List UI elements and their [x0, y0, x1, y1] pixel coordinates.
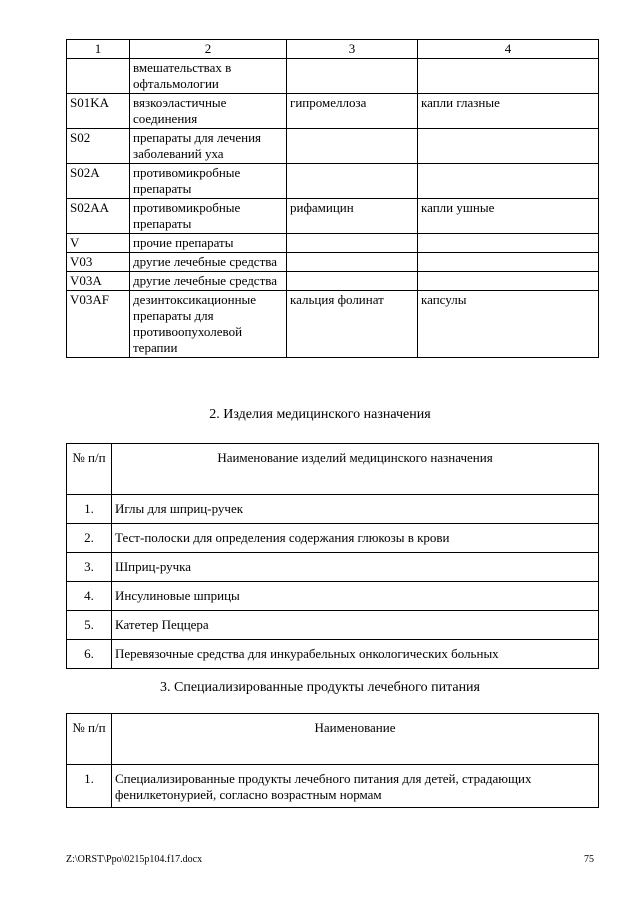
row-number: 6. [67, 640, 112, 669]
table-row [67, 553, 599, 582]
atc-code-cell: V03AF [67, 291, 130, 358]
dosage-form-cell [418, 59, 599, 94]
group-name-cell: прочие препараты [130, 234, 287, 253]
column-header-number: № п/п [67, 714, 112, 765]
dosage-form-cell: капли глазные [418, 94, 599, 129]
section-title-nutrition-products: 3. Специализированные продукты лечебного питания [160, 680, 480, 695]
table-header-row [67, 444, 599, 495]
table-row [67, 253, 599, 272]
table-row [67, 524, 599, 553]
dosage-form-cell [418, 272, 599, 291]
row-number: 4. [67, 582, 112, 611]
row-number: 1. [67, 765, 112, 808]
row-name: Тест-полоски для определения содержания глюкозы в крови [112, 524, 599, 553]
drug-name-cell: кальция фолинат [287, 291, 418, 358]
row-number: 1. [67, 495, 112, 524]
group-name-cell: вмешательствах в офтальмологии [130, 59, 287, 94]
drug-name-cell: рифамицин [287, 199, 418, 234]
group-name-cell: препараты для лечения заболеваний уха [130, 129, 287, 164]
header-cell: 4 [418, 40, 599, 59]
header-cell: 2 [130, 40, 287, 59]
table-row [67, 291, 599, 358]
drug-name-cell [287, 234, 418, 253]
page-number: 75 [584, 854, 594, 865]
table-header-row [67, 714, 599, 765]
drug-name-cell [287, 59, 418, 94]
atc-code-cell: S02AA [67, 199, 130, 234]
row-name: Иглы для шприц-ручек [112, 495, 599, 524]
drug-name-cell: гипромеллоза [287, 94, 418, 129]
group-name-cell: другие лечебные средства [130, 253, 287, 272]
atc-code-cell: S02 [67, 129, 130, 164]
table-row [67, 234, 599, 253]
table-row [67, 199, 599, 234]
header-cell: 1 [67, 40, 130, 59]
dosage-form-cell: капсулы [418, 291, 599, 358]
dosage-form-cell [418, 164, 599, 199]
column-header-name: Наименование изделий медицинского назначения [112, 444, 599, 495]
row-name: Специализированные продукты лечебного питания для детей, страдающих фенилкетонурией, согласно возрастным нормам [112, 765, 599, 808]
nutrition-products-table [66, 713, 599, 808]
atc-code-cell: V03A [67, 272, 130, 291]
row-name: Шприц-ручка [112, 553, 599, 582]
dosage-form-cell [418, 234, 599, 253]
section-title-medical-devices: 2. Изделия медицинского назначения [209, 407, 431, 422]
table-row [67, 495, 599, 524]
table-row [67, 164, 599, 199]
group-name-cell: противомикробные препараты [130, 164, 287, 199]
row-number: 5. [67, 611, 112, 640]
atc-code-cell: S02A [67, 164, 130, 199]
table-row [67, 94, 599, 129]
drug-name-cell [287, 164, 418, 199]
drug-name-cell [287, 272, 418, 291]
row-name: Перевязочные средства для инкурабельных онкологических больных [112, 640, 599, 669]
table-row [67, 640, 599, 669]
group-name-cell: другие лечебные средства [130, 272, 287, 291]
table-row [67, 129, 599, 164]
group-name-cell: вязкоэластичные соединения [130, 94, 287, 129]
table-row [67, 272, 599, 291]
column-header-name: Наименование [112, 714, 599, 765]
drug-name-cell [287, 129, 418, 164]
table-row [67, 765, 599, 808]
drug-classification-table [66, 39, 599, 358]
atc-code-cell [67, 59, 130, 94]
dosage-form-cell [418, 253, 599, 272]
medical-devices-table [66, 443, 599, 669]
dosage-form-cell: капли ушные [418, 199, 599, 234]
drug-name-cell [287, 253, 418, 272]
row-number: 2. [67, 524, 112, 553]
group-name-cell: противомикробные препараты [130, 199, 287, 234]
group-name-cell: дезинтоксикационные препараты для противоопухолевой терапии [130, 291, 287, 358]
dosage-form-cell [418, 129, 599, 164]
row-name: Инсулиновые шприцы [112, 582, 599, 611]
table-header-row [67, 40, 599, 59]
atc-code-cell: V [67, 234, 130, 253]
atc-code-cell: V03 [67, 253, 130, 272]
column-header-number: № п/п [67, 444, 112, 495]
table-row [67, 59, 599, 94]
header-cell: 3 [287, 40, 418, 59]
atc-code-cell: S01KA [67, 94, 130, 129]
table-row [67, 582, 599, 611]
table-row [67, 611, 599, 640]
footer-file-path: Z:\ORST\Ppo\0215p104.f17.docx [66, 854, 203, 865]
row-number: 3. [67, 553, 112, 582]
row-name: Катетер Пеццера [112, 611, 599, 640]
